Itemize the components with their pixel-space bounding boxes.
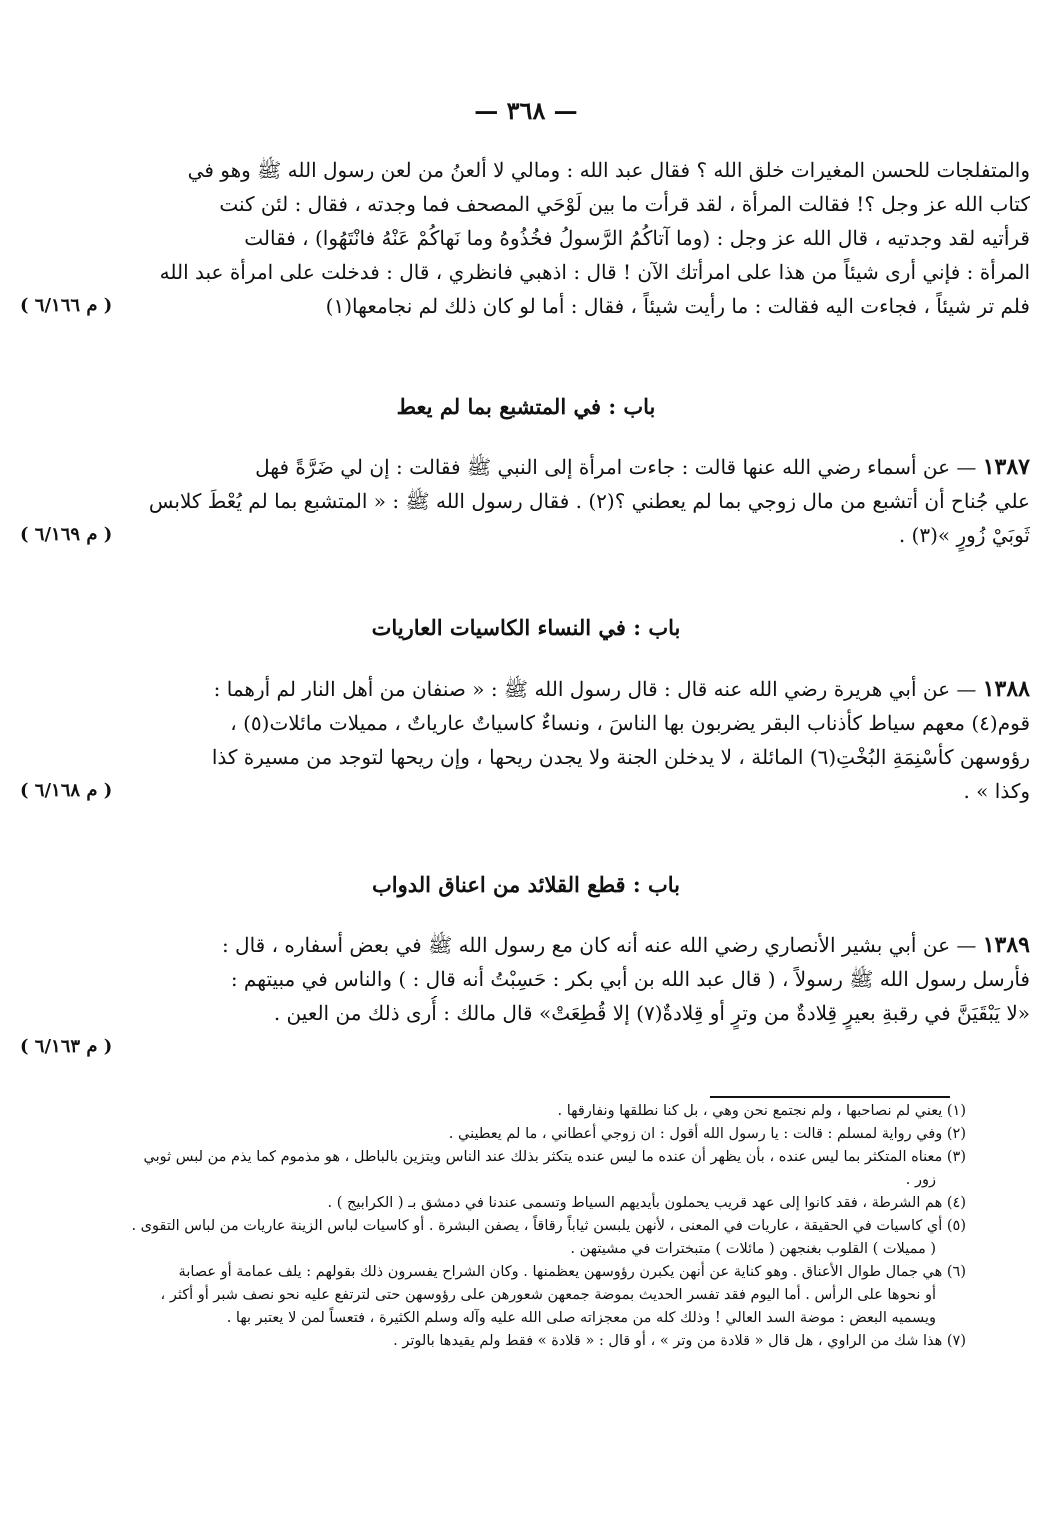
hadith-reference: ( م ٦/١٦٩ ) <box>20 524 113 545</box>
footnote-line: (٢) وفي رواية لمسلم : قالت : يا رسول الله أقول : ان زوجي أعطاني ، ما لم يعطيني . <box>448 1126 966 1142</box>
hadith-reference: ( م ٦/١٦٨ ) <box>20 780 113 801</box>
line-text: ثَوبَيْ زُورٍ »(٣) . <box>898 523 1030 547</box>
text-line <box>20 672 1030 706</box>
text-line <box>20 518 1030 552</box>
line-text: — عن أسماء رضي الله عنها قالت : جاءت امرأة إلى النبي ﷺ فقالت : إن لي ضَرَّةً فهل <box>255 455 977 479</box>
line-text: وكذا » . <box>963 779 1030 803</box>
hadith-number: ١٣٨٧ <box>982 454 1030 480</box>
section-heading: باب : في المتشبع بما لم يعط <box>396 394 656 419</box>
footnote-line: (٧) هذا شك من الراوي ، هل قال « قلادة من وتر » ، أو قال : « قلادة » فقط ولم يقيدها بالوتر . <box>393 1333 966 1349</box>
footnote-line: ويسميه البعض : موضة السد العالي ! وذلك كله من معجزاته صلى الله عليه وآله وسلم الكثيرة ، فتعساً لمن لا يعتبر بها . <box>226 1310 936 1326</box>
hadith-paragraph <box>20 450 1030 552</box>
line-text: فلم تر شيئاً ، فجاءت اليه فقالت : ما رأيت شيئاً ، فقال : أما لو كان ذلك لم نجامعها(١) <box>325 294 1030 318</box>
line-text: — عن أبي بشير الأنصاري رضي الله عنه أنه كان مع رسول الله ﷺ في بعض أسفاره ، قال : <box>221 933 977 957</box>
text-line <box>20 774 1030 808</box>
text-line: والمتفلجات للحسن المغيرات خلق الله ؟ فقال عبد الله : ومالي لا ألعنُ من لعن رسول الله ﷺ وهو في <box>187 158 1030 182</box>
text-line: المرأة : فإني أرى شيئاً من هذا على امرأتك الآن ! قال : اذهبي فانظري ، قال : فدخلت على امرأة عبد الله <box>159 260 1030 284</box>
text-line: «لا يَبْقَيَنَّ في رقبةِ بعيرٍ قِلادةٌ من وترٍ أو قِلادةٌ(٧) إلا قُطِعَتْ» قال مالك : أُرى ذلك من العين . <box>273 1001 1030 1025</box>
intro-paragraph <box>20 153 1030 323</box>
page-number: — ٣٦٨ — <box>474 96 578 125</box>
text-line <box>20 450 1030 484</box>
footnote-line: زور . <box>905 1172 936 1188</box>
hadith-paragraph <box>20 928 1030 1064</box>
hadith-number: ١٣٨٨ <box>982 676 1030 702</box>
hadith-number: ١٣٨٩ <box>982 932 1030 958</box>
footnote-divider <box>710 1096 950 1098</box>
section-heading: باب : قطع القلائد من اعناق الدواب <box>372 872 680 897</box>
text-line <box>20 289 1030 323</box>
footnotes <box>26 1100 966 1353</box>
text-line: علي جُناح أن أتشبع من مال زوجي بما لم يعطني ؟(٢) . فقال رسول الله ﷺ : « المتشبع بما لم يُعْطَ كلابس <box>148 489 1030 513</box>
text-line: فأرسل رسول الله ﷺ رسولاً ، ( قال عبد الله بن أبي بكر : حَسِبْتُ أنه قال : ) والناس في مبيتهم : <box>230 967 1030 991</box>
footnote-line: ( مميلات ) القلوب بغنجهن ( مائلات ) متبخترات في مشيتهن . <box>570 1241 936 1257</box>
footnote-line: (٦) هي جمال طوال الأعناق . وهو كناية عن أنهن يكبرن رؤوسهن يعظمنها . وكان الشراح يفسرون ذلك بقولهم : يلف عمامة أو عصابة <box>178 1264 966 1280</box>
footnote-line: (٥) أي كاسيات في الحقيقة ، عاريات في المعنى ، لأنهن يلبسن ثياباً رقاقاً ، يصفن البشرة . أو كاسيات لباس الزينة عاريات من لباس التقوى . <box>131 1218 966 1234</box>
text-line: كتاب الله عز وجل ؟! فقالت المرأة ، لقد قرأت ما بين لَوْحَي المصحف فما وجدته ، فقال : لئن كنت <box>219 192 1030 216</box>
text-line: قرأتيه لقد وجدتيه ، قال الله عز وجل : (وما آتاكُمُ الرَّسولُ فخُذُوهُ وما نَهاكُمْ عَنْهُ فانْتَهُوا) ، فقالت <box>244 226 1030 250</box>
footnote-line: أو نحوها على الرأس . أما اليوم فقد تفسر الحديث بموضة جمعهن شعورهن على رؤوسهن حتى لترتفع عليه نحو نصف شبر أو أكثر ، <box>160 1287 936 1303</box>
text-line: قوم(٤) معهم سياط كأذناب البقر يضربون بها الناسَ ، ونساءٌ كاسياتٌ عارياتٌ ، مميلات مائلات(٥) ، <box>230 711 1030 735</box>
line-text: — عن أبي هريرة رضي الله عنه قال : قال رسول الله ﷺ : « صنفان من أهل النار لم أرهما : <box>213 677 977 701</box>
text-line: رؤوسهن كأسْنِمَةِ البُخْتِ(٦) المائلة ، لا يدخلن الجنة ولا يجدن ريحها ، وإن ريحها لتوجد من مسيرة كذا <box>211 745 1030 769</box>
footnote-line: (٣) معناه المتكثر بما ليس عنده ، بأن يظهر أن عنده ما ليس عنده يتكثر بذلك عند الناس ويتزين بالباطل ، هو مذموم كما يذم من لبس ثوبي <box>143 1149 966 1165</box>
hadith-reference: ( م ٦/١٦٣ ) <box>20 1036 113 1057</box>
footnote-line: (١) يعني لم نصاحبها ، ولم نجتمع نحن وهي ، بل كنا نطلقها ونفارقها . <box>557 1103 966 1119</box>
hadith-paragraph <box>20 672 1030 808</box>
text-line <box>20 1030 1030 1064</box>
text-line <box>20 928 1030 962</box>
footnote-line: (٤) هم الشرطة ، فقد كانوا إلى عهد قريب يحملون بأيديهم السياط وتسمى عندنا في دمشق بـ ( الكرابيج ) . <box>327 1195 966 1211</box>
section-heading: باب : في النساء الكاسيات العاريات <box>371 615 681 640</box>
hadith-reference: ( م ٦/١٦٦ ) <box>20 295 113 316</box>
